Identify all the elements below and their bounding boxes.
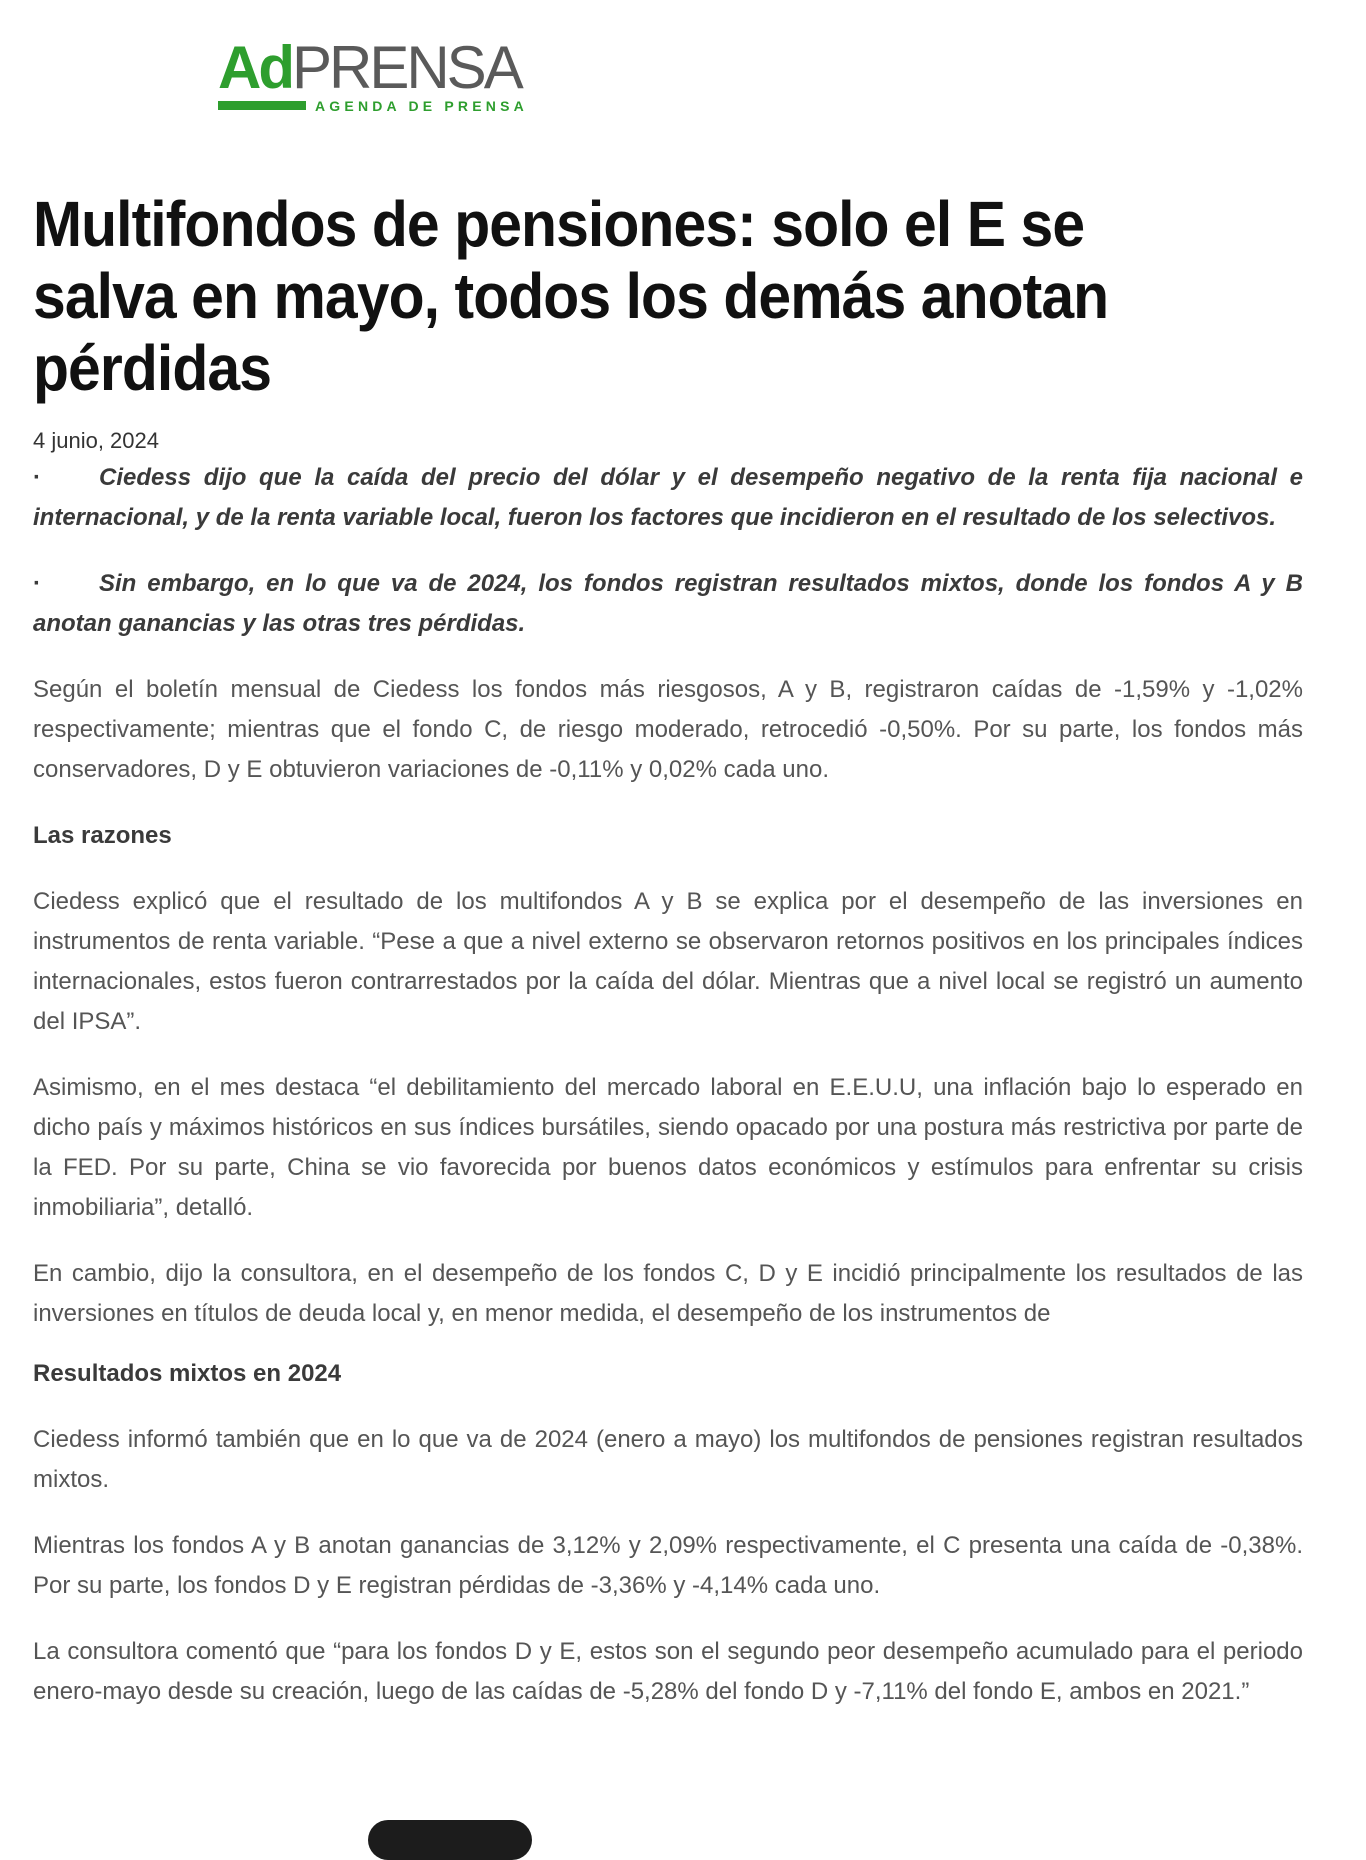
- subheading-resultados-mixtos: Resultados mixtos en 2024: [33, 1360, 342, 1387]
- logo-ad-text: Ad: [218, 34, 292, 101]
- summary-bullet: [33, 458, 1303, 538]
- article-date: 4 junio, 2024: [33, 428, 159, 453]
- summary-bullet: [33, 564, 1303, 644]
- paragraph-gains-losses: Mientras los fondos A y B anotan ganancias de 3,12% y 2,09% respectivamente, el C presenta una caída de -0,38%. Por su parte, los fondos D y E registran pérdidas de -3,36% y -4,14% cada uno.: [33, 1532, 1303, 1599]
- bullet-marker: ·: [33, 464, 41, 491]
- logo-prensa-text: PRENSA: [291, 34, 521, 101]
- article-title: Multifondos de pensiones: solo el E se salva en mayo, todos los demás anotan pérdidas: [33, 188, 1109, 404]
- bullet-text: Ciedess dijo que la caída del precio del dólar y el desempeño negativo de la renta fija nacional e internacional, y de la renta variable local, fueron los factores que incidieron en el resultado de los selectivos.: [33, 464, 1303, 531]
- paragraph-quote: La consultora comentó que “para los fondos D y E, estos son el segundo peor desempeño acumulado para el periodo enero-mayo desde su creación, luego de las caídas de -5,28% del fondo D y -7,11% del fondo E, ambos en 2021.”: [33, 1638, 1303, 1705]
- paragraph-clip: [33, 1254, 1303, 1334]
- logo-wordmark: [218, 34, 521, 101]
- bullet-marker: ·: [33, 570, 41, 597]
- floating-pill-button[interactable]: [368, 1820, 532, 1860]
- article: [33, 188, 1303, 1712]
- subheading-razones: Las razones: [33, 822, 172, 849]
- logo-tagline: AGENDA DE PRENSA: [315, 98, 528, 114]
- paragraph-funds-cde: En cambio, dijo la consultora, en el desempeño de los fondos C, D y E incidió principalmente los resultados de las inversiones en títulos de deuda local y, en menor medida, el desempeño de los instrumentos de: [33, 1260, 1303, 1327]
- paragraph-ytd: Ciedess informó también que en lo que va de 2024 (enero a mayo) los multifondos de pensiones registran resultados mixtos.: [33, 1426, 1303, 1493]
- paragraph-context: Asimismo, en el mes destaca “el debilitamiento del mercado laboral en E.E.U.U, una inflación bajo lo esperado en dicho país y máximos históricos en sus índices bursátiles, siendo opacado por una postura más restrictiva por parte de la FED. Por su parte, China se vio favorecida por buenos datos económicos y estímulos para enfrentar su crisis inmobiliaria”, detalló.: [33, 1074, 1303, 1221]
- bullet-text: Sin embargo, en lo que va de 2024, los fondos registran resultados mixtos, donde los fondos A y B anotan ganancias y las otras tres pérdidas.: [33, 570, 1303, 637]
- adprensa-logo[interactable]: [218, 34, 563, 118]
- logo-green-bar: [218, 101, 306, 110]
- paragraph-explanation: Ciedess explicó que el resultado de los multifondos A y B se explica por el desempeño de las inversiones en instrumentos de renta variable. “Pese a que a nivel externo se observaron retornos positivos en los principales índices internacionales, estos fueron contrarrestados por la caída del dólar. Mientras que a nivel local se registró un aumento del IPSA”.: [33, 888, 1303, 1035]
- paragraph-returns: Según el boletín mensual de Ciedess los fondos más riesgosos, A y B, registraron caídas de -1,59% y -1,02% respectivamente; mientras que el fondo C, de riesgo moderado, retrocedió -0,50%. Por su parte, los fondos más conservadores, D y E obtuvieron variaciones de -0,11% y 0,02% cada uno.: [33, 676, 1303, 783]
